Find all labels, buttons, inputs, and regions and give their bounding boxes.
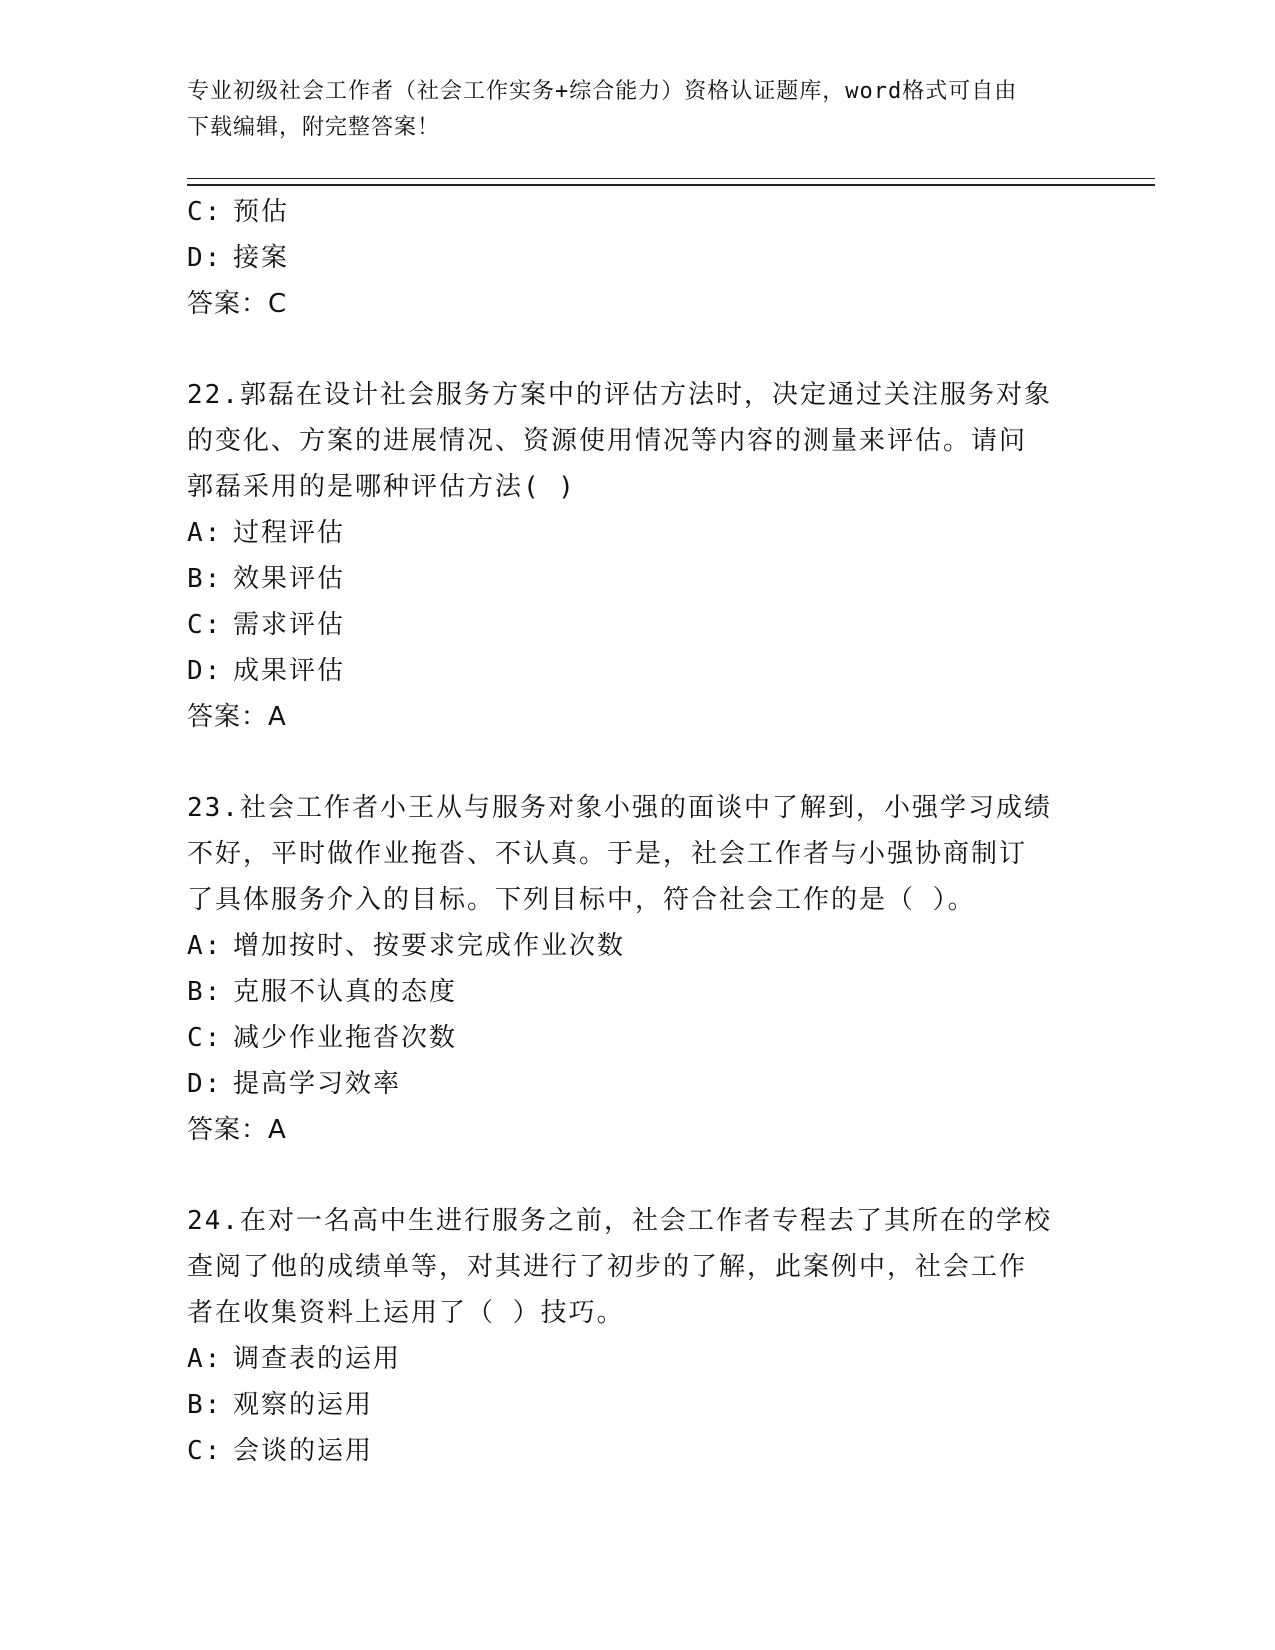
- option-key: D:: [187, 1069, 223, 1099]
- option-key: C:: [187, 610, 223, 640]
- document-header: [187, 74, 1087, 146]
- option-text: 增加按时、按要求完成作业次数: [233, 931, 626, 961]
- question-text-line: 23.社会工作者小王从与服务对象小强的面谈中了解到，小强学习成绩: [187, 793, 1052, 823]
- option-d: [187, 1061, 1127, 1107]
- option-text: 接案: [233, 243, 290, 273]
- question-23: [187, 785, 1127, 1153]
- option-text: 调查表的运用: [233, 1344, 402, 1374]
- question-list: [187, 189, 1127, 1474]
- option-d: [187, 235, 1127, 281]
- option-key: A:: [187, 518, 223, 548]
- option-text: 提高学习效率: [233, 1069, 402, 1099]
- option-text: 克服不认真的态度: [233, 977, 458, 1007]
- option-key: B:: [187, 564, 223, 594]
- question-text-line: 查阅了他的成绩单等，对其进行了初步的了解，此案例中，社会工作: [187, 1252, 1028, 1282]
- option-a: [187, 1336, 1127, 1382]
- answer-line: 答案：A: [187, 702, 287, 732]
- option-text: 会谈的运用: [233, 1436, 374, 1466]
- option-text: 需求评估: [233, 610, 346, 640]
- option-text: 预估: [233, 197, 290, 227]
- question-24: [187, 1198, 1127, 1474]
- option-b: [187, 556, 1127, 602]
- question-text-line: 了具体服务介入的目标。下列目标中，符合社会工作的是（ ）。: [187, 885, 976, 915]
- question-22: [187, 372, 1127, 740]
- header-line-1: 专业初级社会工作者（社会工作实务+综合能力）资格认证题库，word格式可自由: [187, 79, 1018, 104]
- option-b: [187, 969, 1127, 1015]
- option-c: [187, 189, 1127, 235]
- question-text-line: 郭磊采用的是哪种评估方法( ): [187, 472, 576, 502]
- option-a: [187, 510, 1127, 556]
- option-key: D:: [187, 243, 223, 273]
- option-text: 减少作业拖沓次数: [233, 1023, 458, 1053]
- option-key: C:: [187, 197, 223, 227]
- option-c: [187, 602, 1127, 648]
- option-key: B:: [187, 1390, 223, 1420]
- option-key: C:: [187, 1023, 223, 1053]
- option-text: 效果评估: [233, 564, 346, 594]
- option-key: A:: [187, 931, 223, 961]
- option-a: [187, 923, 1127, 969]
- option-text: 成果评估: [233, 656, 346, 686]
- answer-line: 答案：A: [187, 1115, 287, 1145]
- question-text-line: 不好，平时做作业拖沓、不认真。于是，社会工作者与小强协商制订: [187, 839, 1028, 869]
- option-d: [187, 648, 1127, 694]
- option-key: A:: [187, 1344, 223, 1374]
- option-text: 观察的运用: [233, 1390, 374, 1420]
- option-key: D:: [187, 656, 223, 686]
- question-text-line: 22.郭磊在设计社会服务方案中的评估方法时，决定通过关注服务对象: [187, 380, 1052, 410]
- option-key: C:: [187, 1436, 223, 1466]
- question-text-line: 的变化、方案的进展情况、资源使用情况等内容的测量来评估。请问: [187, 426, 1028, 456]
- option-key: B:: [187, 977, 223, 1007]
- question-text-line: 24.在对一名高中生进行服务之前，社会工作者专程去了其所在的学校: [187, 1206, 1052, 1236]
- option-c: [187, 1015, 1127, 1061]
- answer-line: 答案：C: [187, 289, 288, 319]
- header-line-2: 下载编辑，附完整答案！: [187, 115, 441, 140]
- header-divider: [187, 178, 1155, 186]
- option-text: 过程评估: [233, 518, 346, 548]
- previous-question-tail: [187, 189, 1127, 327]
- option-b: [187, 1382, 1127, 1428]
- question-text-line: 者在收集资料上运用了（ ）技巧。: [187, 1298, 625, 1328]
- option-c: [187, 1428, 1127, 1474]
